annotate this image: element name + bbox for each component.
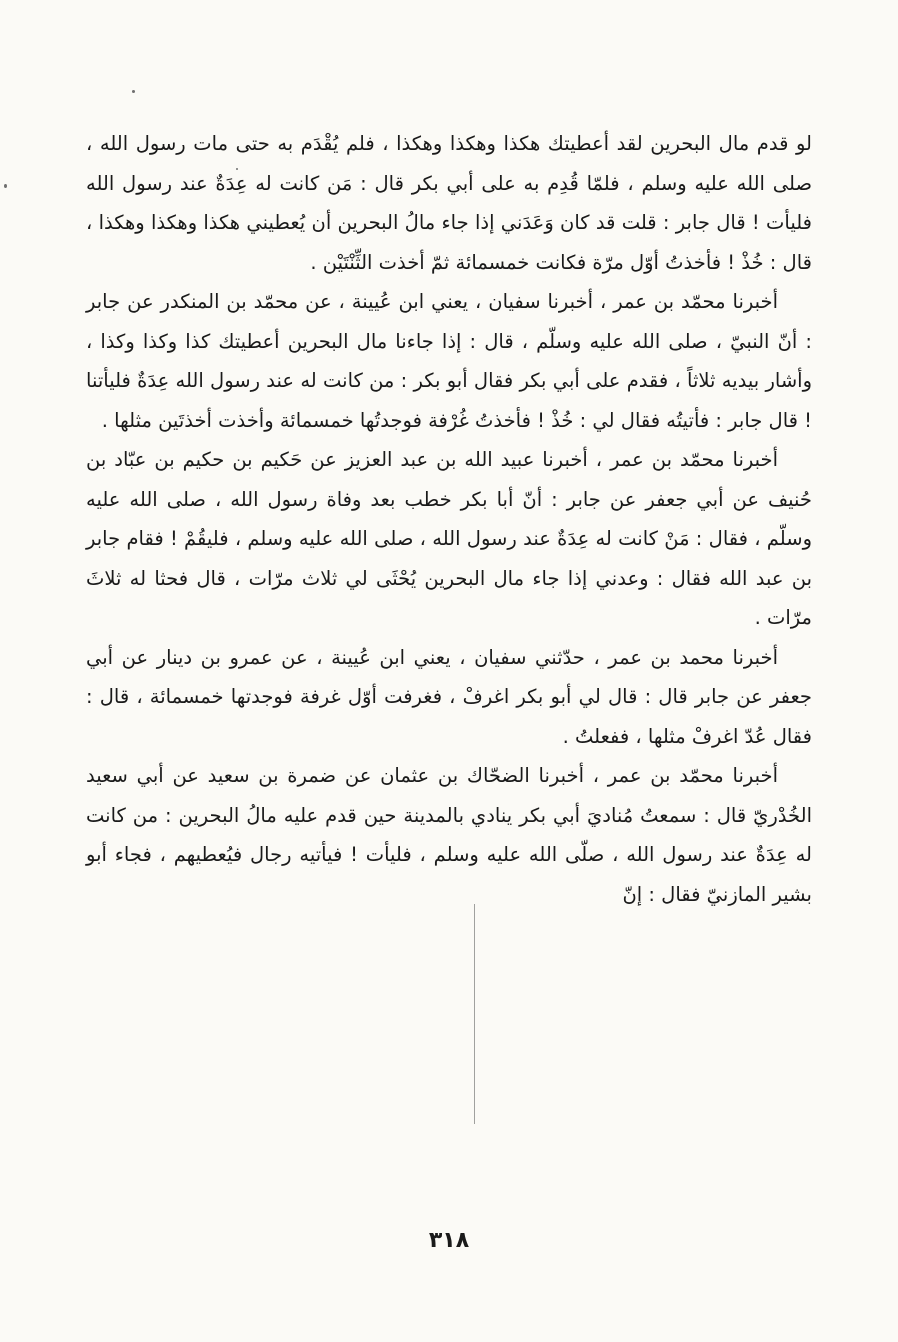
paragraph-5: أخبرنا محمّد بن عمر ، أخبرنا الضحّاك بن عثمان عن ضمرة بن سعيد عن أبي سعيد الخُدْريّ قال : سمعتُ مُناديَ أبي بكر ينادي بالمدينة حين قدم عليه مالُ البحرين : من كانت له عِدَةٌ عند رسول الله ، صلّى الله عليه وسلم ، فليأت ! فيأتيه رجال فيُعطيهم ، فجاء أبو بشير المازنيّ فقال : إنّ (86, 764, 812, 906)
page-number: ٣١٨ (428, 1228, 470, 1253)
ink-speck (4, 184, 7, 188)
scan-mark (474, 904, 475, 1124)
paragraph-1: لو قدم مال البحرين لقد أعطيتك هكذا وهكذا وهكذا ، فلم يُقْدَم به حتى مات رسول الله ، صلى الله عليه وسلم ، فلمّا قُدِم به على أبي بكر قال : مَن كانت له عِدَةٌ عند رسول الله فليأت ! قال جابر : قلت قد كان وَعَدَني إذا جاء مالُ البحرين أن يُعطيني هكذا وهكذا وهكذا ، قال : خُذْ ! فأخذتُ أوّل مرّة فكانت خمسمائة ثمّ أخذت الثِّنْتَيْن . (86, 132, 812, 274)
ink-speck (132, 90, 135, 93)
main-text (86, 124, 812, 914)
paragraph-2: أخبرنا محمّد بن عمر ، أخبرنا سفيان ، يعني ابن عُيينة ، عن محمّد بن المنكدر عن جابر : أنّ النبيّ ، صلى الله عليه وسلّم ، قال : إذا جاءنا مال البحرين أعطيتك كذا وكذا وكذا ، وأشار بيديه ثلاثاً ، فقدم على أبي بكر فقال أبو بكر : من كانت له عند رسول الله عِدَةٌ فليأتنا ! قال جابر : فأتيتُه فقال لي : خُذْ ! فأخذتُ غُرْفة فوجدتُها خمسمائة وأخذت أخذتَين مثلها . (86, 290, 812, 432)
paragraph-4: أخبرنا محمد بن عمر ، حدّثني سفيان ، يعني ابن عُيينة ، عن عمرو بن دينار عن أبي جعفر عن جابر قال : قال لي أبو بكر اغرفْ ، فغرفت أوّل غرفة فوجدتها خمسمائة ، قال : فقال عُدّ اغرفْ مثلها ، ففعلتُ . (86, 645, 812, 748)
paragraph-3: أخبرنا محمّد بن عمر ، أخبرنا عبيد الله بن عبد العزيز عن حَكيم بن حكيم بن عبّاد بن حُنيف عن أبي جعفر عن جابر : أنّ أبا بكر خطب بعد وفاة رسول الله ، صلى الله عليه وسلّم ، فقال : مَنْ كانت له عِدَةٌ عند رسول الله ، صلى الله عليه وسلم ، فليقُمْ ! فقام جابر بن عبد الله فقال : وعدني إذا جاء مال البحرين يُحْثَى لي ثلاث مرّات ، قال فحثا له ثلاثَ مرّات . (86, 448, 812, 629)
